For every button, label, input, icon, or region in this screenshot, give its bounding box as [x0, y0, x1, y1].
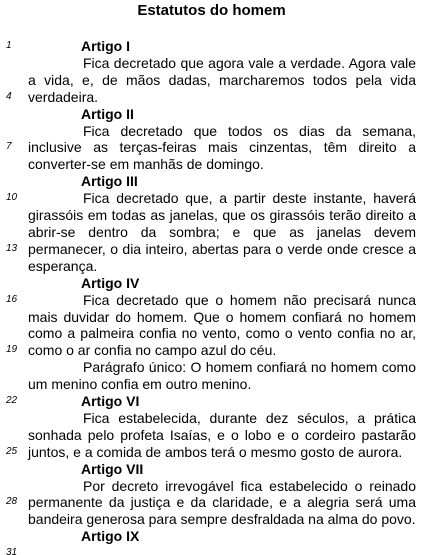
line-number: 31	[6, 547, 18, 555]
article-heading: Artigo VI	[81, 393, 140, 410]
line-number: 1	[6, 40, 12, 51]
article-heading: Artigo IX	[81, 528, 140, 545]
article-paragraph: Parágrafo único: O homem confiará no homem como um menino confia em outro menino.	[28, 359, 416, 393]
article-paragraph: Fica decretado que o homem não precisará nunca mais duvidar do homem. Que o homem confiará no homem como a palmeira confia no vento, como o vento confia no ar, como o ar confia no campo azul do céu.	[28, 291, 416, 359]
article-heading: Artigo VII	[81, 460, 144, 477]
article-paragraph: Fica decretado que, a partir deste instante, haverá girassóis em todas as janelas, que os girassóis terão direito a abrir-se dentro da sombra; e que as janelas devem permanecer, o dia inteiro, abertas para o verde onde cresce a esperança.	[28, 190, 416, 274]
article-heading: Artigo IV	[81, 274, 140, 291]
document-body	[28, 38, 416, 545]
line-number: 7	[6, 141, 12, 153]
line-number: 19	[6, 344, 18, 356]
article-paragraph: Fica decretado que todos os dias da semana, inclusive as terças-feiras mais cinzentas, têm direito a converter-se em manhãs de domingo.	[28, 122, 416, 173]
line-number: 25	[6, 445, 18, 457]
document-title: Estatutos do homem	[137, 2, 286, 19]
article-heading: Artigo I	[81, 38, 130, 54]
article-paragraph: Fica estabelecida, durante dez séculos, a prática sonhada pelo profeta Isaías, e o lobo e o cordeiro pastarão juntos, e a comida de ambos terá o mesmo gosto de aurora.	[28, 409, 416, 460]
article-heading: Artigo II	[81, 105, 134, 122]
line-number: 22	[6, 394, 18, 406]
line-number: 16	[6, 293, 18, 305]
article-paragraph: Fica decretado que agora vale a verdade. Agora vale a vida, e, de mãos dadas, marcharemos todos pela vida verdadeira.	[28, 54, 416, 105]
article-heading: Artigo III	[81, 173, 138, 190]
article-paragraph: Por decreto irrevogável fica estabelecido o reinado permanente da justiça e da claridade, e a alegria será uma bandeira generosa para sempre desfraldada na alma do povo.	[28, 477, 416, 528]
line-number: 10	[6, 192, 18, 204]
line-number: 4	[6, 90, 12, 102]
line-number: 28	[6, 496, 18, 508]
line-number: 13	[6, 242, 18, 254]
